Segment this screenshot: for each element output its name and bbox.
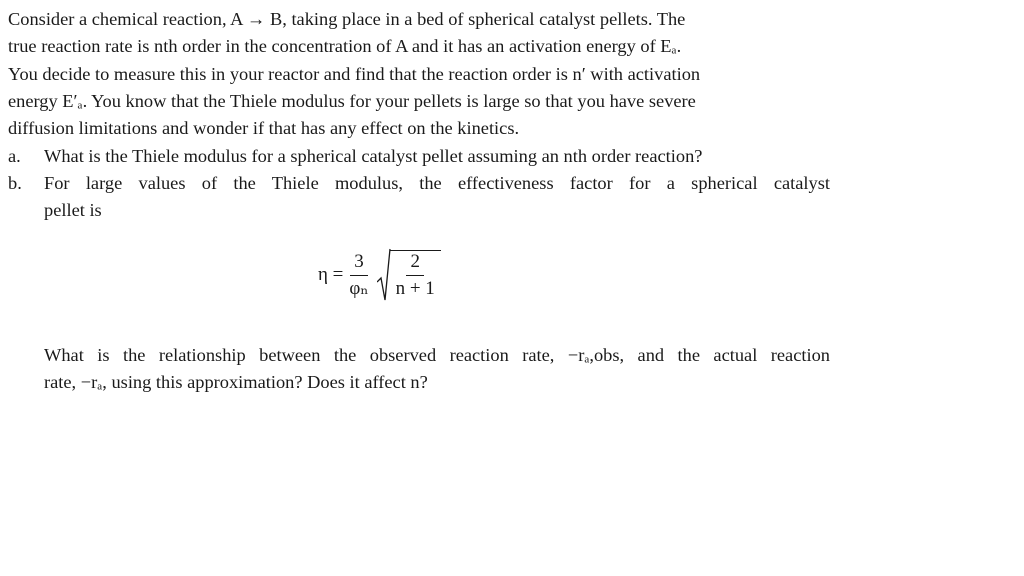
part-a-label: a. [8, 146, 21, 166]
fraction-1-denominator: φₙ [349, 277, 369, 299]
part-a [8, 143, 830, 170]
equation-lhs: η = [318, 264, 344, 285]
part-b-label: b. [8, 173, 22, 193]
part-b-text-line1: For large values of the Thiele modulus, the effectiveness factor for a spherical catalyst [44, 173, 830, 193]
intro-line-1: Consider a chemical reaction, A → B, taking place in a bed of spherical catalyst pellets. The [8, 9, 686, 29]
equation-fraction-2 [392, 251, 439, 300]
fraction-2-numerator: 2 [406, 251, 424, 276]
fraction-2-denominator: n + 1 [395, 278, 435, 299]
part-a-text: What is the Thiele modulus for a spherical catalyst pellet assuming an nth order reaction? [44, 146, 703, 166]
square-root [377, 248, 441, 302]
follow-up-line1: What is the relationship between the observed reaction rate, −rₐ,obs, and the actual reaction [44, 345, 830, 365]
follow-up-line2: rate, −rₐ, using this approximation? Does it affect n? [44, 372, 428, 393]
problem-intro [8, 6, 830, 142]
part-b [8, 170, 830, 225]
intro-line-3: You decide to measure this in your reactor and find that the reaction order is n′ with activation [8, 63, 701, 84]
intro-line-4: energy E′ₐ. You know that the Thiele modulus for your pellets is large so that you have severe [8, 90, 696, 111]
equation-fraction-1 [345, 251, 372, 300]
effectiveness-factor-equation [318, 248, 441, 302]
intro-line-5: diffusion limitations and wonder if that has any effect on the kinetics. [8, 118, 520, 139]
radical-sign-icon [377, 248, 391, 302]
fraction-1-numerator: 3 [350, 251, 368, 276]
part-b-question [44, 342, 830, 397]
intro-line-2: true reaction rate is nth order in the concentration of A and it has an activation energy of Eₐ. [8, 36, 682, 57]
part-b-text-line2: pellet is [44, 200, 102, 221]
